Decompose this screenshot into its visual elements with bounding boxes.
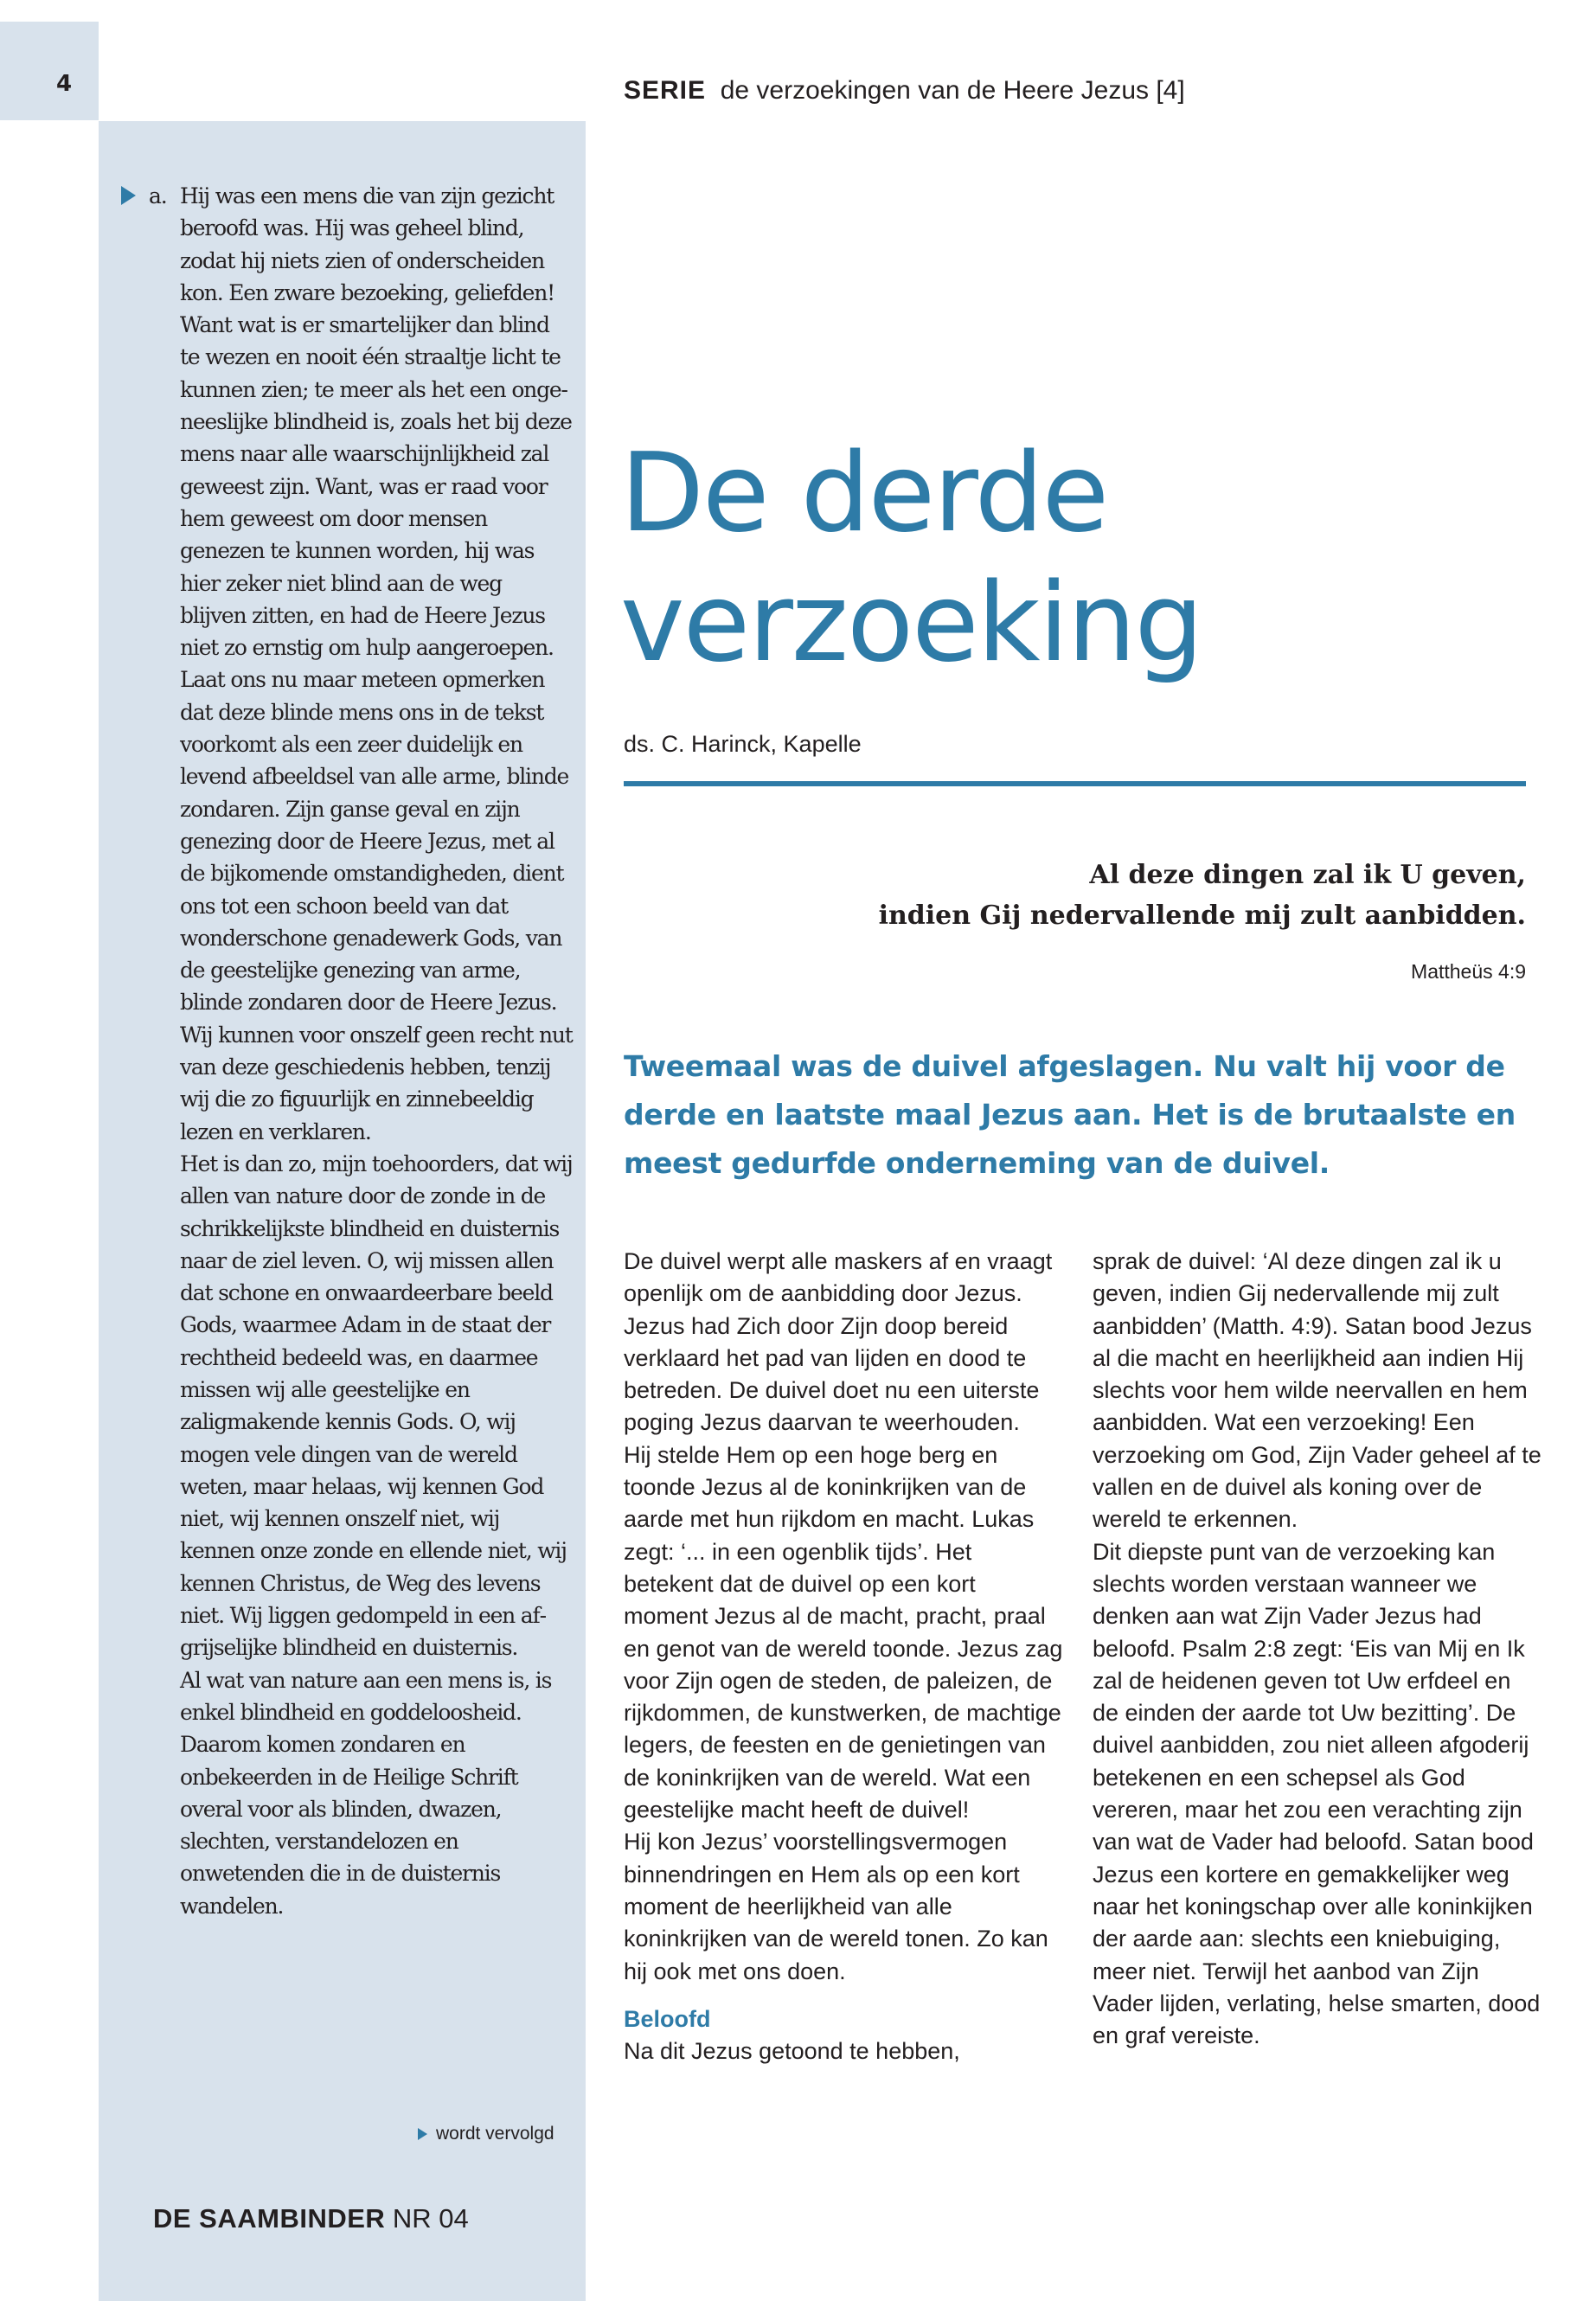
body-paragraph: De duivel werpt alle maskers af en vraagt openlijk om de aanbidding door Jezus. Jezus had Zich door Zijn doop bereid verklaard het pad van lijden en dood te betreden. De duivel doet nu een uiterste poging Jezus daarvan te weerhouden.: [624, 1248, 1053, 1436]
list-item: [112, 180, 573, 663]
pull-quote: [624, 855, 1526, 936]
body-paragraph: Hij stelde Hem op een hoge berg en toonde Jezus al de koninkrijken van de aarde met hun rijkdom en macht. Lukas zegt: ‘... in een ogenblik tijds’. Het betekent dat de duivel op een kort moment Jezus al de macht, pracht, praal en genot van de wereld toonde. Jezus zag voor Zijn ogen de steden, de paleizen, de rijkdommen, de kunstwerken, de machtige legers, de feesten en de genietingen van de koninkrijken van de wereld. Wat een geestelijke macht heeft de duivel!: [624, 1441, 1063, 1823]
section-heading: Beloofd: [624, 2005, 711, 2032]
issue-number: NR 04: [392, 2203, 469, 2234]
body-paragraph: Hij kon Jezus’ voorstellingsvermogen binnendringen en Hem als op een kort moment de heerlijkheid van alle koninkrijken van de wereld tonen. Zo kan hij ook met ons doen.: [624, 1829, 1048, 1984]
body-paragraph: Na dit Jezus getoond te hebben,: [624, 2038, 960, 2065]
body-column-1: [624, 1246, 1065, 2067]
lead-paragraph: Tweemaal was de duivel afgeslagen. Nu valt hij voor de derde en laatste maal Jezus aan. Het is de brutaalste en meest gedurfde onderneming van de duivel.: [624, 1049, 1516, 1180]
body-column-2: [1093, 1246, 1542, 2052]
quote-line: Al deze dingen zal ik U geven,: [1089, 860, 1526, 890]
page-number-box: [0, 22, 99, 120]
quote-line: indien Gij nedervallende mij zult aanbidden.: [878, 901, 1526, 931]
page-number: 4: [56, 71, 73, 97]
body-paragraph: sprak de duivel: ‘Al deze dingen zal ik u geven, indien Gij nedervallende mij zult aanbidden’ (Matth. 4:9). Satan bood Jezus al die macht en heerlijkheid aan indien Hij slechts voor hem wilde neervallen en hem aanbidden. Wat een verzoeking! Een verzoeking om God, Zijn Vader geheel af te vallen en de duivel als koning over de wereld te erkennen.: [1093, 1248, 1542, 1533]
sidebar-paragraph: Laat ons nu maar meteen opmerken dat deze blinde mens ons in de tekst voorkomt als een zeer duidelijk en levend afbeeldsel van alle arme, blinde zondaren. Zijn ganse geval en zijn genezing door de Heere Jezus, met al de bijkomende omstandigheden, dient ons tot een schoon beeld van dat wonderschone genadewerk Gods, van de geestelijke genezing van arme, blinde zondaren door de Heere Jezus. Wij kunnen voor onszelf geen recht nut van deze geschiedenis hebben, tenzij wij die zo figuurlijk en zinnebeeldig lezen en verklaren.: [180, 667, 573, 1144]
article-title: De derde verzoeking: [620, 429, 1202, 686]
running-header: [624, 76, 1185, 106]
item-label: a.: [149, 183, 167, 208]
sidebar-text: [112, 180, 573, 1922]
series-title: de verzoekingen van de Heere Jezus [4]: [720, 76, 1185, 105]
quote-source: Mattheüs 4:9: [1411, 960, 1526, 983]
continued-note: [418, 2124, 554, 2144]
body-paragraph: Dit diepste punt van de verzoeking kan slechts worden verstaan wanneer we denken aan wat Zijn Vader Jezus had beloofd. Psalm 2:8 zegt: ‘Eis van Mij en Ik zal de heidenen geven tot Uw erfdeel en de einden der aarde tot Uw bezitting’. De duivel aanbidden, zou niet alleen afgoderij betekenen en een schepsel als God vereren, maar het zou een verachting zijn van wat de Vader had beloofd. Satan bood Jezus een kortere en gemakkelijker weg naar het koningschap over alle koninkijken der aarde aan: slechts een kniebuiging, meer niet. Terwijl het aanbod van Zijn Vader lijden, verlating, helse smarten, dood en graf vereiste.: [1093, 1538, 1541, 2049]
sidebar-paragraph: Hij was een mens die van zijn gezicht beroofd was. Hij was geheel blind, zodat hij niets zien of onderscheiden kon. Een zware bezoeking, geliefden! Want wat is er smartelijker dan blind te wezen en nooit één straaltje licht te kunnen zien; te meer als het een ongeneeslijke blindheid is, zoals het bij deze mens naar alle waarschijnlijkheid zal geweest zijn. Want, was er raad voor hem geweest om door mensen genezen te kunnen worden, hij was hier zeker niet blind aan de weg blijven zitten, en had de Heere Jezus niet zo ernstig om hulp aangeroepen.: [180, 183, 572, 661]
series-label: SERIE: [624, 76, 707, 105]
sidebar-paragraph: Al wat van nature aan een mens is, is enkel blindheid en goddeloosheid. Daarom komen zondaren en onbekeerden in de Heilige Schrift overal voor als blinden, dwazen, slechten, verstandelozen en onwetenden die in de duisternis wandelen.: [180, 1667, 552, 1919]
sidebar-paragraph: Het is dan zo, mijn toehoorders, dat wij allen van nature door de zonde in de schrikkelijkste blindheid en duisternis naar de ziel leven. O, wij missen allen dat schone en onwaardeerbare beeld Gods, waarmee Adam in de staat der rechtheid bedeeld was, en daarmee missen wij alle geestelijke en zaligmakende kennis Gods. O, wij mogen vele dingen van de wereld weten, maar helaas, wij kennen God niet, wij kennen onszelf niet, wij kennen onze zonde en ellende niet, wij kennen Christus, de Weg des levens niet. Wij liggen gedompeld in een afgrijselijke blindheid en duisternis.: [180, 1150, 573, 1661]
triangle-bullet-icon: [418, 2128, 427, 2140]
divider: [624, 781, 1526, 786]
article-author: ds. C. Harinck, Kapelle: [624, 731, 862, 757]
magazine-name: DE SAAMBINDER: [153, 2203, 386, 2234]
continued-label: wordt vervolgd: [436, 2124, 554, 2144]
triangle-bullet-icon: [121, 186, 136, 205]
footer: [153, 2203, 469, 2234]
